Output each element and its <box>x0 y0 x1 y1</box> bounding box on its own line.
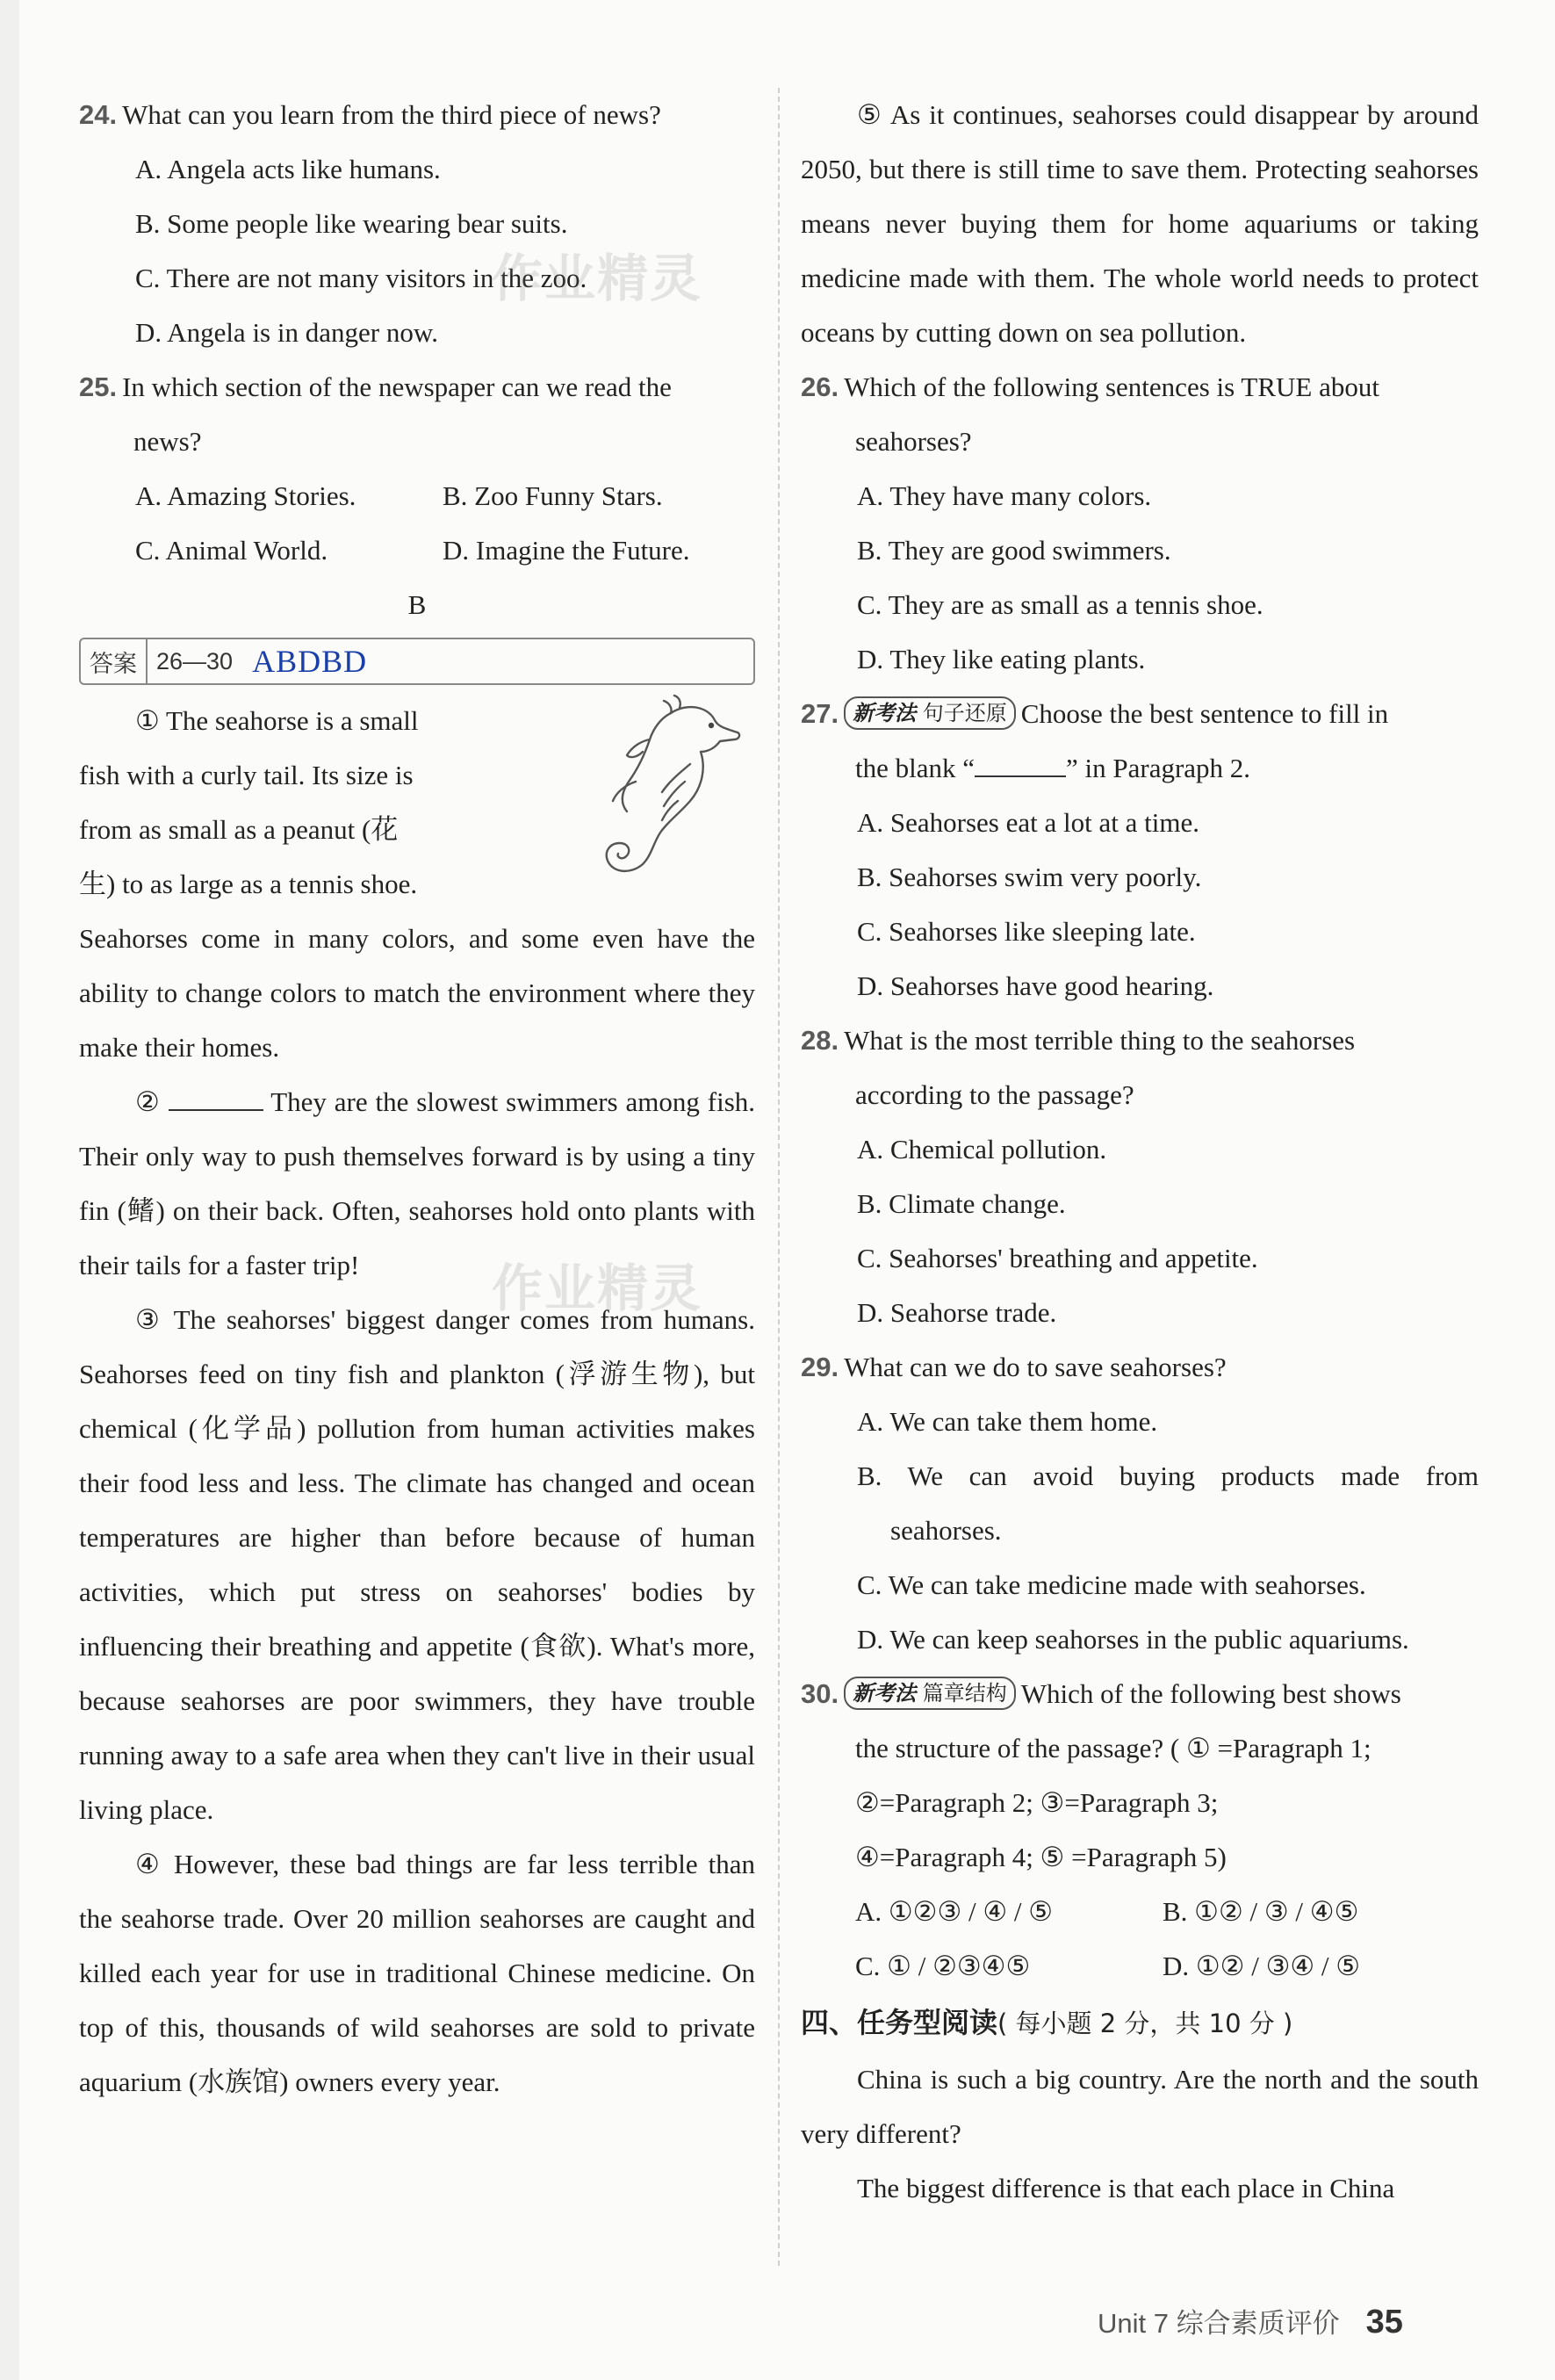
paragraph-1-line-2: fish with a curly tail. Its size is <box>79 760 414 790</box>
q25-options-row2 <box>79 523 755 578</box>
page-number: 35 <box>1365 2304 1403 2340</box>
q26-option-c: C. They are as small as a tennis shoe. <box>857 589 1263 620</box>
question-24: 24. What can you learn from the third piece of news? <box>79 99 661 130</box>
section-4-paragraph-1: China is such a big country. Are the north and the south very different? <box>801 2064 1479 2149</box>
watermark-2: 作业精灵 <box>492 1259 703 1318</box>
q27-stem-cont: the blank “ ” in Paragraph 2. <box>801 741 1479 796</box>
q28-option-d: D. Seahorse trade. <box>857 1297 1057 1328</box>
paragraph-1-line-1: ① The seahorse is a small <box>135 705 419 736</box>
q30-line-2: the structure of the passage? ( ① =Paragraph 1; <box>855 1733 1371 1763</box>
page-footer <box>1098 2301 1403 2341</box>
section-4-title: 四、任务型阅读( 每小题 2 分，共 10 分 ) <box>801 2006 1293 2039</box>
q27-option-c: C. Seahorses like sleeping late. <box>857 916 1196 947</box>
q24-option-b: B. Some people like wearing bear suits. <box>135 208 568 239</box>
question-27: 27. 新考法 句子还原 Choose the best sentence to fill in <box>801 698 1389 729</box>
left-column <box>79 88 755 2110</box>
q28-option-b: B. Climate change. <box>857 1188 1066 1219</box>
answer-value: ABDBD <box>252 644 368 679</box>
paragraph-1-line-4: 生) to as large as a tennis shoe. <box>79 869 418 899</box>
q30-option-b: B. ①② / ③ / ④⑤ <box>1163 1896 1359 1927</box>
q26-option-d: D. They like eating plants. <box>857 644 1146 674</box>
paragraph-1-rest: Seahorses come in many colors, and some even have the ability to change colors to match the environment where they make their homes. <box>79 923 755 1063</box>
q29-option-b-cont: seahorses. <box>890 1515 1002 1546</box>
right-column <box>801 88 1479 2216</box>
q24-option-c: C. There are not many visitors in the zoo. <box>135 263 587 293</box>
question-28: 28. What is the most terrible thing to the seahorses <box>801 1025 1356 1056</box>
q26-stem-cont: seahorses? <box>855 426 972 457</box>
q25-option-d: D. Imagine the Future. <box>443 535 690 566</box>
q25-option-a: A. Amazing Stories. <box>135 480 356 511</box>
q24-option-a: A. Angela acts like humans. <box>135 154 441 184</box>
q27-option-b: B. Seahorses swim very poorly. <box>857 862 1202 892</box>
question-29: 29. What can we do to save seahorses? <box>801 1352 1227 1382</box>
answer-tag: 答案 <box>81 639 148 683</box>
q27-blank <box>975 749 1066 777</box>
footer-unit: Unit 7 综合素质评价 <box>1098 2308 1340 2339</box>
q30-option-c: C. ① / ②③④⑤ <box>855 1951 1031 1981</box>
q30-option-a: A. ①②③ / ④ / ⑤ <box>855 1896 1054 1927</box>
q28-stem-cont: according to the passage? <box>855 1079 1134 1110</box>
q29-option-c: C. We can take medicine made with seahorses. <box>857 1569 1366 1600</box>
paragraph-5: ⑤ As it continues, seahorses could disappear by around 2050, but there is still time to save them. Protecting seahorses means never buying them for home aquariums or taking medicine made with them. The whole world needs to protect oceans by cutting down on sea pollution. <box>801 99 1479 348</box>
q25-stem-cont: news? <box>133 426 202 457</box>
watermark-1: 作业精灵 <box>492 249 703 308</box>
question-26: 26. Which of the following sentences is TRUE about <box>801 371 1379 402</box>
q28-option-a: A. Chemical pollution. <box>857 1134 1107 1165</box>
section-b-label: B <box>407 589 427 620</box>
q27-option-d: D. Seahorses have good hearing. <box>857 970 1214 1001</box>
answer-box <box>79 638 755 685</box>
q27-badge: 新考法 句子还原 <box>844 696 1016 730</box>
q27-option-a: A. Seahorses eat a lot at a time. <box>857 807 1199 838</box>
q30-options-row2 <box>801 1939 1479 1994</box>
q30-line-3: ②=Paragraph 2; ③=Paragraph 3; <box>855 1787 1219 1818</box>
seahorse-illustration <box>539 694 750 896</box>
paragraph-1-block <box>79 694 755 912</box>
q29-option-d: D. We can keep seahorses in the public aquariums. <box>857 1624 1409 1655</box>
answer-range: 26—30 <box>156 647 234 674</box>
q24-option-d: D. Angela is in danger now. <box>135 317 438 348</box>
q30-option-d: D. ①② / ③④ / ⑤ <box>1163 1951 1361 1981</box>
paragraph-4: ④ However, these bad things are far less terrible than the seahorse trade. Over 20 million seahorses are caught and killed each year for use in traditional Chinese medicine. On top of this, thousands of wild seahorses are sold to private aquarium (水族馆) owners every year. <box>79 1849 755 2097</box>
paragraph-3: ③ The seahorses' biggest danger comes from humans. Seahorses feed on tiny fish and plankton (浮游生物), but chemical (化学品) pollution from human activities makes their food less and less. The climate has changed and ocean temperatures are higher than before because of human activities, which put stress on seahorses' bodies by influencing their breathing and appetite (食欲). What's more, because seahorses are poor swimmers, they have trouble running away to a safe area when they can't live in their usual living place. <box>79 1304 755 1825</box>
q29-option-b: B. We can avoid buying products made from <box>857 1460 1479 1491</box>
paragraph-2-blank <box>169 1083 263 1111</box>
q25-option-c: C. Animal World. <box>135 535 328 566</box>
q30-options-row1 <box>801 1885 1479 1939</box>
paragraph-1-line-3: from as small as a peanut (花 <box>79 814 399 845</box>
q25-options-row1 <box>79 469 755 523</box>
section-4-paragraph-2: The biggest difference is that each place in China <box>857 2173 1395 2203</box>
q29-option-a: A. We can take them home. <box>857 1406 1158 1437</box>
question-25: 25. In which section of the newspaper can we read the <box>79 371 672 402</box>
question-30: 30. 新考法 篇章结构 Which of the following best shows <box>801 1678 1401 1709</box>
page-edge <box>0 0 19 2380</box>
q26-option-b: B. They are good swimmers. <box>857 535 1171 566</box>
q30-line-4: ④=Paragraph 4; ⑤ =Paragraph 5) <box>855 1842 1227 1872</box>
q25-option-b: B. Zoo Funny Stars. <box>443 480 663 511</box>
paragraph-2: ② They are the slowest swimmers among fish. Their only way to push themselves forward is by using a tiny fin (鳍) on their back. Often, seahorses hold onto plants with their tails for a faster trip! <box>79 1075 755 1293</box>
column-divider <box>778 88 780 2266</box>
q26-option-a: A. They have many colors. <box>857 480 1152 511</box>
q28-option-c: C. Seahorses' breathing and appetite. <box>857 1243 1258 1273</box>
q30-badge: 新考法 篇章结构 <box>844 1677 1016 1710</box>
